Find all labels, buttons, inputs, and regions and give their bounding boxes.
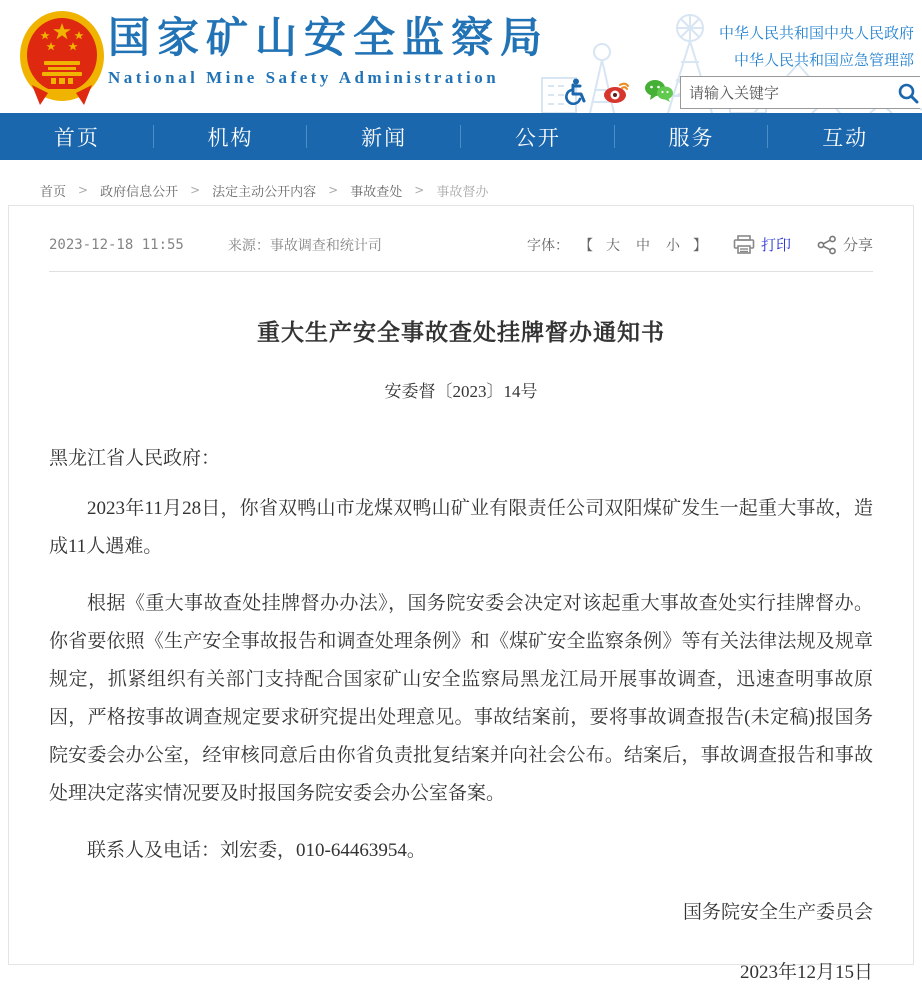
share-label: 分享 bbox=[842, 236, 873, 254]
paragraph-accident-summary: 2023年11月28日，你省双鸭山市龙煤双鸭山矿业有限责任公司双阳煤矿发生一起重大事故，造成11人遇难。 bbox=[49, 498, 873, 557]
breadcrumb bbox=[0, 160, 922, 205]
nav-item-home[interactable]: 首页 bbox=[0, 113, 154, 160]
central-government-link[interactable]: 中华人民共和国中央人民政府 bbox=[718, 24, 914, 42]
search-icon bbox=[897, 82, 919, 104]
breadcrumb-separator: > bbox=[78, 183, 89, 197]
breadcrumb-accident-supervision: 事故督办 bbox=[436, 184, 489, 200]
font-size-small-button[interactable]: 小 bbox=[665, 237, 680, 254]
font-size-label: 字体： bbox=[526, 237, 569, 254]
font-size-medium-button[interactable]: 中 bbox=[635, 237, 650, 254]
nav-item-organization[interactable]: 机构 bbox=[154, 113, 308, 160]
print-label: 打印 bbox=[760, 236, 791, 254]
font-bracket-close: 】 bbox=[692, 237, 707, 254]
breadcrumb-statutory-disclosure[interactable]: 法定主动公开内容 bbox=[212, 184, 317, 200]
search-input[interactable] bbox=[681, 78, 891, 107]
breadcrumb-separator: > bbox=[190, 183, 201, 197]
site-header bbox=[0, 0, 922, 113]
article-source: 来源：事故调查和统计司 bbox=[227, 237, 382, 254]
paragraph-supervision-requirements: 根据《重大事故查处挂牌督办办法》，国务院安委会决定对该起重大事故查处实行挂牌督办。你省要依照《生产安全事故报告和调查处理条例》和《煤矿安全监察条例》等有关法律法规及规章规定，抓紧组织有关部门支持配合国家矿山安全监察局黑龙江局开展事故调查，迅速查明事故原因，严格按事故调查规定要求研究提出处理意见。事故结案前，要将事故调查报告(未定稿)报国务院安委会办公室，经审核同意后由你省负责批复结案并向社会公布。结案后，事故调查报告和事故处理决定落实情况要及时报国务院安委会办公室备案。 bbox=[49, 593, 873, 804]
signature-committee: 国务院安全生产委员会 bbox=[682, 902, 873, 923]
meta-divider bbox=[49, 271, 873, 272]
site-title-english: National Mine Safety Administration bbox=[108, 68, 500, 87]
nav-item-news[interactable]: 新闻 bbox=[307, 113, 461, 160]
wechat-icon[interactable] bbox=[644, 76, 674, 106]
article-meta-row bbox=[49, 234, 873, 255]
weibo-icon[interactable] bbox=[602, 76, 632, 106]
nav-item-interaction[interactable]: 互动 bbox=[822, 125, 869, 150]
printer-icon bbox=[733, 235, 755, 255]
document-number: 安委督〔2023〕14号 bbox=[384, 382, 538, 401]
site-search bbox=[680, 76, 920, 109]
article-body bbox=[9, 314, 913, 992]
print-button[interactable] bbox=[733, 234, 791, 255]
font-bracket-open: 【 bbox=[578, 237, 593, 254]
nav-item-disclosure[interactable]: 公开 bbox=[461, 113, 615, 160]
breadcrumb-home[interactable]: 首页 bbox=[40, 184, 67, 200]
breadcrumb-accident-investigation[interactable]: 事故查处 bbox=[350, 184, 403, 200]
nav-item-services[interactable]: 服务 bbox=[615, 113, 769, 160]
paragraph-contact: 联系人及电话：刘宏委，010-64463954。 bbox=[87, 840, 426, 861]
accessibility-icon[interactable] bbox=[560, 76, 590, 106]
site-title: 国家矿山安全监察局 bbox=[108, 16, 550, 62]
font-size-large-button[interactable]: 大 bbox=[605, 237, 620, 254]
main-navigation bbox=[0, 113, 922, 160]
publish-date: 2023-12-18 11:55 bbox=[49, 236, 184, 253]
article-container bbox=[8, 205, 914, 983]
share-button[interactable] bbox=[817, 234, 873, 255]
breadcrumb-separator: > bbox=[328, 183, 339, 197]
national-emblem-logo bbox=[18, 9, 106, 107]
breadcrumb-gov-info[interactable]: 政府信息公开 bbox=[100, 184, 179, 200]
government-links bbox=[719, 20, 914, 74]
site-brand bbox=[108, 12, 549, 90]
emergency-ministry-link[interactable]: 中华人民共和国应急管理部 bbox=[733, 51, 914, 69]
search-button[interactable] bbox=[891, 77, 922, 108]
salutation: 黑龙江省人民政府： bbox=[49, 448, 221, 469]
article-title: 重大生产安全事故查处挂牌督办通知书 bbox=[257, 320, 665, 345]
breadcrumb-separator: > bbox=[414, 183, 425, 197]
share-icon bbox=[817, 235, 837, 255]
article-toolbar bbox=[527, 234, 873, 255]
signature-date: 2023年12月15日 bbox=[739, 962, 873, 983]
header-tools bbox=[560, 76, 674, 106]
